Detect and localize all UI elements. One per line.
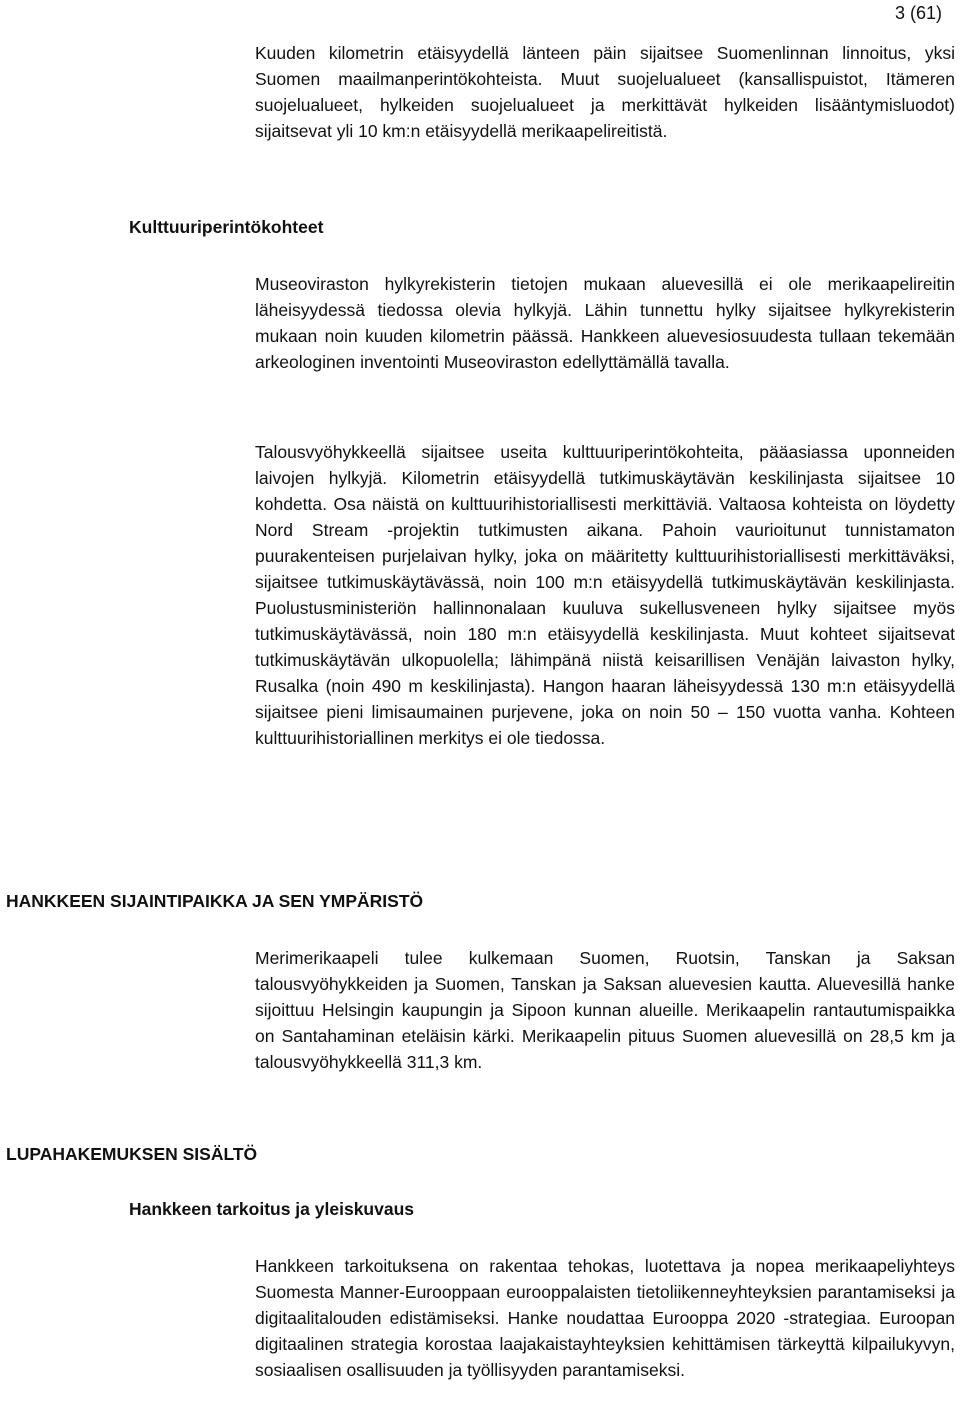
location-section-heading: HANKKEEN SIJAINTIPAIKKA JA SEN YMPÄRISTÖ <box>6 891 424 911</box>
location-paragraph: Merimerikaapeli tulee kulkemaan Suomen, Ruotsin, Tanskan ja Saksan talousvyöhykkeiden ja Suomen, Tanskan ja Saksan aluevesien kautta. Aluevesillä hanke sijoittuu Helsingin kaupungin ja Sipoon kunnan alueille. Merikaapelin rantautumispaikka on Santahaminan eteläisin kärki. Merikaapelin pituus Suomen aluevesillä on 28,5 km ja talousvyöhykkeellä 311,3 km. <box>255 948 955 1072</box>
cultural-heritage-paragraph-1: Museoviraston hylkyrekisterin tietojen mukaan aluevesillä ei ole merikaapelireitin läheisyydessä tiedossa olevia hylkyjä. Lähin tunnettu hylky sijaitsee hylkyrekisterin mukaan noin kuuden kilometrin päässä. Hankkeen aluevesiosuudesta tullaan tekemään arkeologinen inventointi Museoviraston edellyttämällä tavalla. <box>255 274 955 372</box>
purpose-subheading: Hankkeen tarkoitus ja yleiskuvaus <box>129 1199 414 1219</box>
page-number: 3 (61) <box>894 3 942 23</box>
application-section-heading: LUPAHAKEMUKSEN SISÄLTÖ <box>6 1144 258 1164</box>
purpose-paragraph: Hankkeen tarkoituksena on rakentaa tehokas, luotettava ja nopea merikaapeliyhteys Suomesta Manner-Eurooppaan eurooppalaisten tietoliikenneyhteyksien parantamiseksi ja digitaalitalouden edistämiseksi. Hanke noudattaa Eurooppa 2020 -strategiaa. Euroopan digitaalinen strategia korostaa laajakaistayhteyksien kehittämisen tärkeyttä kilpailukyvyn, sosiaalisen osallisuuden ja työllisyyden parantamiseksi. <box>255 1256 955 1380</box>
intro-paragraph: Kuuden kilometrin etäisyydellä länteen päin sijaitsee Suomenlinnan linnoitus, yksi Suomen maailmanperintökohteista. Muut suojelualueet (kansallispuistot, Itämeren suojelualueet, hylkeiden suojelualueet ja merkittävät hylkeiden lisääntymisluodot) sijaitsevat yli 10 km:n etäisyydellä merikaapelireitistä. <box>255 43 955 141</box>
cultural-heritage-heading: Kulttuuriperintökohteet <box>129 217 324 237</box>
cultural-heritage-paragraph-2: Talousvyöhykkeellä sijaitsee useita kulttuuriperintökohteita, pääasiassa uponneiden laivojen hylkyjä. Kilometrin etäisyydellä tutkimuskäytävän keskilinjasta sijaitsee 10 kohdetta. Osa näistä on kulttuurihistoriallisesti merkittäviä. Valtaosa kohteista on löydetty Nord Stream -projektin tutkimusten aikana. Pahoin vaurioitunut tunnistamaton puurakenteisen purjelaivan hylky, joka on määritetty kulttuurihistoriallisesti merkittäväksi, sijaitsee tutkimuskäytävässä, noin 100 m:n etäisyydellä tutkimuskäytävän keskilinjasta. Puolustusministeriön hallinnonalaan kuuluva sukellusveneen hylky sijaitsee myös tutkimuskäytävässä, noin 180 m:n etäisyydellä keskilinjasta. Muut kohteet sijaitsevat tutkimuskäytävän ulkopuolella; lähimpänä niistä keisarillisen Venäjän laivaston hylky, Rusalka (noin 490 m keskilinjasta). Hangon haaran läheisyydessä 130 m:n etäisyydellä sijaitsee pieni limisaumainen purjevene, joka on noin 50 – 150 vuotta vanha. Kohteen kulttuurihistoriallinen merkitys ei ole tiedossa. <box>255 442 955 748</box>
